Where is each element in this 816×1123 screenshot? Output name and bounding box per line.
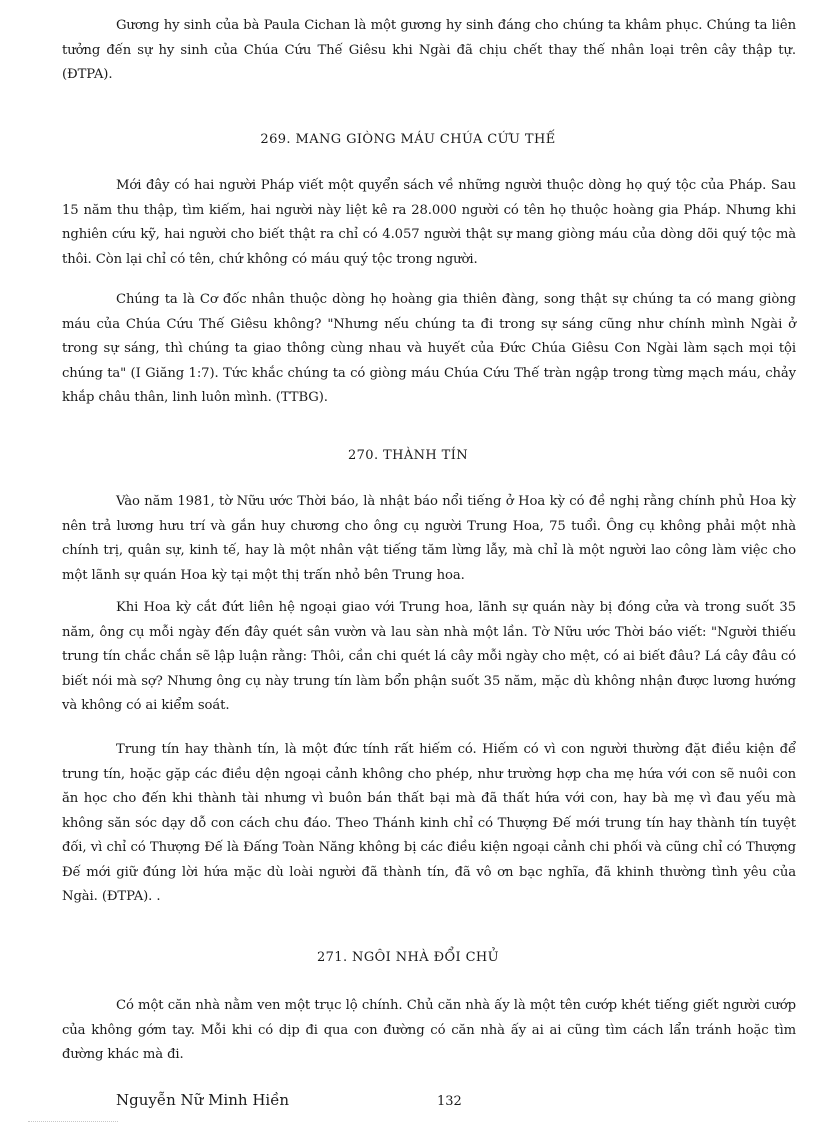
section-heading-271: 271. NGÔI NHÀ ĐỔI CHỦ	[316, 950, 500, 965]
paragraph: Có một căn nhà nằm ven một trục lộ chính. Chủ căn nhà ấy là một tên cướp khét tiếng giết người cướp của không gớm tay. Mỗi khi có dịp đi qua con đường có căn nhà ấy ai ai cũng tìm cách lẩn tránh hoặc tìm đường khác mà đi.	[62, 998, 796, 1062]
paragraph: Chúng ta là Cơ đốc nhân thuộc dòng họ hoàng gia thiên đàng, song thật sự chúng ta có mang giòng máu của Chúa Cứu Thế Giêsu không? "Nhưng nếu chúng ta đi trong sự sáng cũng như chính mình Ngài ở trong sự sáng, thì chúng ta giao thông cùng nhau và huyết của Đức Chúa Giêsu Con Ngài làm sạch mọi tội chúng ta" (I Giăng 1:7). Tức khắc chúng ta có giòng máu Chúa Cứu Thế tràn ngập trong từng mạch máu, chảy khắp châu thân, linh luôn mình. (TTBG).	[62, 292, 796, 405]
footer-author: Nguyễn Nữ Minh Hiền	[116, 1091, 290, 1109]
scan-artifact-divider	[28, 1121, 118, 1122]
section-heading-269: 269. MANG GIÒNG MÁU CHÚA CỨU THẾ	[260, 132, 556, 147]
paragraph: Gương hy sinh của bà Paula Cichan là một gương hy sinh đáng cho chúng ta khâm phục. Chúng ta liên tưởng đến sự hy sinh của Chúa Cứu Thế Giêsu khi Ngài đã chịu chết thay thế nhân loại trên cây thập tự. (ĐTPA).	[62, 18, 796, 82]
paragraph: Trung tín hay thành tín, là một đức tính rất hiếm có. Hiếm có vì con người thường đặt điều kiện để trung tín, hoặc gặp các điều dện ngoại cảnh không cho phép, như trường hợp cha mẹ hứa với con sẽ nuôi con ăn học cho đến khi thành tài nhưng vì buôn bán thất bại mà đã thất hứa với con, hay bà mẹ vì đau yếu mà không săn sóc dạy dỗ con cách chu đáo. Theo Thánh kinh chỉ có Thượng Đế mới trung tín hay thành tín tuyệt đối, vì chỉ có Thượng Đế là Đấng Toàn Năng không bị các điều kiện ngoại cảnh chi phối và cũng chỉ có Thượng Đế mới giữ đúng lời hứa mặc dù loài người đã thành tín, đã vô ơn bạc nghĩa, đã khinh thường tình yêu của Ngài. (ĐTPA). .	[62, 742, 796, 904]
paragraph: Khi Hoa kỳ cắt đứt liên hệ ngoại giao với Trung hoa, lãnh sự quán này bị đóng cửa và trong suốt 35 năm, ông cụ mỗi ngày đến đây quét sân vườn và lau sàn nhà một lần. Tờ Nữu ước Thời báo viết: "Người thiếu trung tín chắc chắn sẽ lập luận rằng: Thôi, cần chi quét lá cây mỗi ngày cho mệt, có ai biết đâu? Lá cây đâu có biết nói mà sợ? Nhưng ông cụ này trung tín làm bổn phận suốt 35 năm, mặc dù không nhận được lương hướng và không có ai kiểm soát.	[62, 600, 796, 713]
paragraph: Mới đây có hai người Pháp viết một quyển sách về những người thuộc dòng họ quý tộc của Pháp. Sau 15 năm thu thập, tìm kiếm, hai người này liệt kê ra 28.000 người có tên họ thuộc hoàng gia Pháp. Nhưng khi nghiên cứu kỹ, hai người cho biết thật ra chỉ có 4.057 người thật sự mang giòng máu của dòng dõi quý tộc mà thôi. Còn lại chỉ có tên, chứ không có máu quý tộc trong người.	[62, 178, 796, 267]
paragraph: Vào năm 1981, tờ Nữu ước Thời báo, là nhật báo nổi tiếng ở Hoa kỳ có đề nghị rằng chính phủ Hoa kỳ nên trả lương hưu trí và gắn huy chương cho ông cụ người Trung Hoa, 75 tuổi. Ông cụ không phải một nhà chính trị, quân sự, kinh tế, hay là một nhân vật tiếng tăm lừng lẫy, mà chỉ là một người lao công làm việc cho một lãnh sự quán Hoa kỳ tại một thị trấn nhỏ bên Trung hoa.	[62, 494, 796, 583]
section-heading-270: 270. THÀNH TÍN	[347, 448, 469, 463]
page-number: 132	[437, 1094, 462, 1109]
